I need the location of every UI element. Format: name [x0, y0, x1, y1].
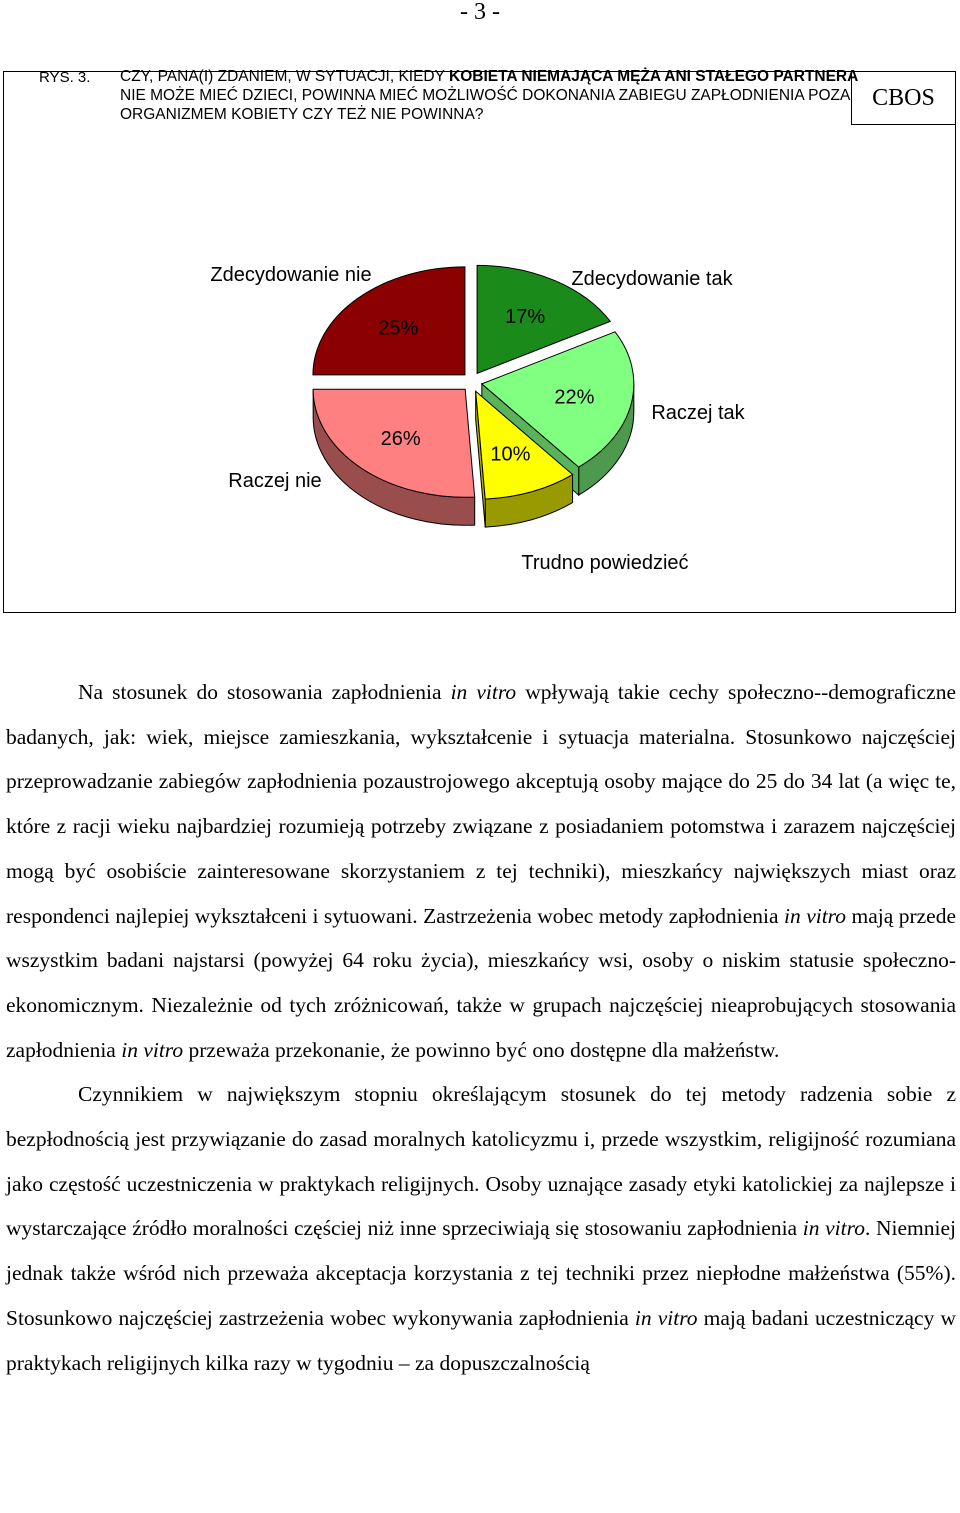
p1-italic-1: in vitro — [450, 680, 517, 704]
cbos-badge: CBOS — [851, 71, 956, 125]
p2-text-a: Czynnikiem w największym stopniu określającym stosunek do tej metody radzenia sobie z bezpłodnością jest przywiązanie do zasad moralnych katolicyzmu i, przede wszystkim, religijność rozumiana jako częstość uczestniczenia w praktykach religijnych. Osoby uznające zasady etyki katolickiej za najlepsze i wystarczające źródło moralności częściej niż inne sprzeciwiają się stosowaniu zapłodnienia — [6, 1082, 956, 1241]
question-text-2: NIE MOŻE MIEĆ DZIECI, POWINNA MIEĆ MOŻLIWOŚĆ DOKONANIA ZABIEGU ZAPŁODNIENIA POZA ORGANIZMEM KOBIETY CZY TEŻ NIE POWINNA? — [120, 87, 850, 123]
page-number: - 3 - — [460, 0, 500, 25]
slice-category-label: Zdecydowanie nie — [210, 264, 372, 286]
slice-category-label: Zdecydowanie tak — [571, 268, 733, 290]
figure-label: RYS. 3. — [39, 69, 91, 86]
slice-category-label: Raczej nie — [228, 470, 322, 492]
p2-italic-1: in vitro — [802, 1216, 865, 1241]
p2-text-b: . Niemniej jednak także wśród nich przeważa akceptacja korzystania z tej techniki przez niepłodne małżeństwa (55%). Stosunkowo najczęściej zastrzeżenia wobec wykonywania zapłodnienia — [6, 1216, 956, 1330]
question-text-1: CZY, PANA(I) ZDANIEM, W SYTUACJI, KIEDY — [120, 68, 449, 85]
p1-italic-2: in vitro — [784, 903, 847, 928]
p2-text-c: mają badani uczestniczący w praktykach religijnych kilka razy w tygodniu – za dopuszczalnością — [6, 1305, 956, 1375]
question-text-bold: KOBIETA NIEMAJĄCA MĘŻA ANI STAŁEGO PARTNERA — [449, 68, 859, 85]
p1-text-a: Na stosunek do stosowania zapłodnienia — [78, 680, 451, 704]
paragraph-1 — [6, 670, 956, 1072]
slice-value-label: 25% — [378, 317, 419, 340]
body-text — [6, 670, 956, 1385]
slice-value-label: 10% — [490, 443, 531, 466]
slice-category-label: Raczej tak — [651, 402, 745, 424]
slice-value-label: 17% — [505, 305, 546, 328]
p2-italic-2: in vitro — [634, 1305, 698, 1330]
p1-text-c: mają przede wszystkim badani najstarsi (powyżej 64 roku życia), mieszkańcy wsi, osoby o niskim statusie społeczno-ekonomicznym. Niezależnie od tych zróżnicowań, także w grupach najczęściej nieaprobujących stosowania zapłodnienia — [6, 903, 956, 1062]
p1-text-b: wpływają takie cechy społeczno--demograficzne badanych, jak: wiek, miejsce zamieszkania, wykształcenie i sytuacja materialna. Stosunkowo najczęściej przeprowadzanie zabiegów zapłodnienia pozaustrojowego akceptują osoby mające do 25 do 34 lat (a więc te, które z racji wieku najbardziej rozumieją potrzeby związane z posiadaniem potomstwa i zarazem najczęściej mogą być osobiście zainteresowane skorzystaniem z tej techniki), mieszkańcy największych miast oraz respondenci najlepiej wykształceni i sytuowani. Zastrzeżenia wobec metody zapłodnienia — [6, 680, 956, 928]
slice-value-label: 26% — [380, 428, 421, 451]
slice-category-label: Trudno powiedzieć — [521, 552, 689, 574]
paragraph-2 — [6, 1072, 956, 1385]
pie-chart — [0, 0, 960, 613]
p1-italic-3: in vitro — [121, 1037, 184, 1062]
slice-value-label: 22% — [554, 386, 595, 409]
p1-text-d: przeważa przekonanie, że powinno być ono dostępne dla małżeństw. — [183, 1037, 780, 1062]
